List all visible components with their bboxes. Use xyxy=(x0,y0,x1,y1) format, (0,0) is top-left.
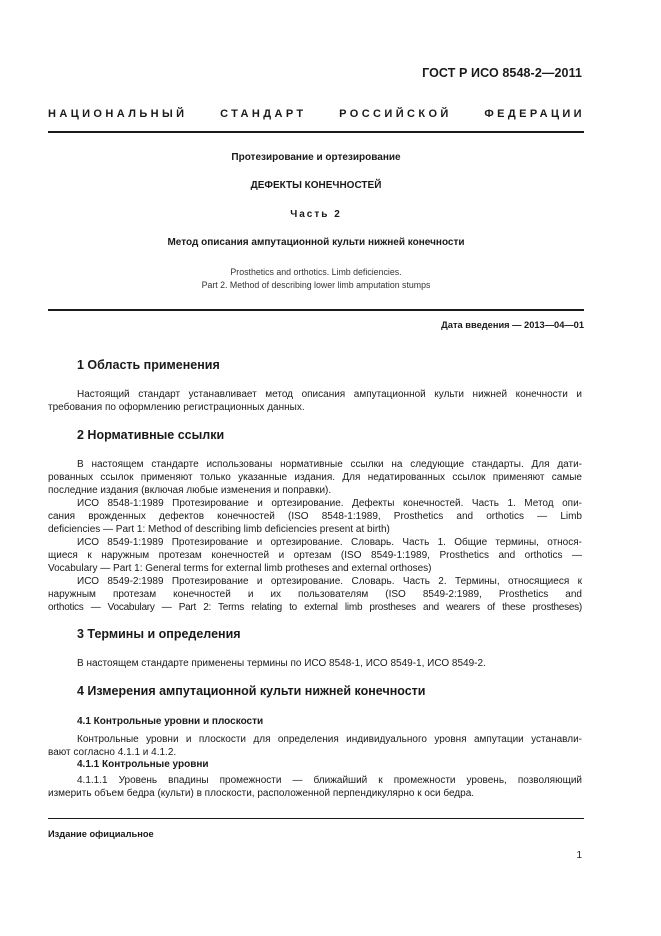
section-2-paragraph-1: В настоящем стандарте использованы нормативные ссылки на следующие стандарты. Для дати- рованных ссылок применяют только указанные издания. Для недатированных ссылок применяют самые последние издания (включая любые изменения и поправки). xyxy=(48,459,582,497)
english-title-line-2: Part 2. Method of describing lower limb amputation stumps xyxy=(201,280,431,290)
subsection-4-1-1-heading: 4.1.1 Контрольные уровни xyxy=(77,759,209,770)
page-number: 1 xyxy=(576,850,582,861)
section-2-reference-iso-8549-2: ИСО 8549-2:1989 Протезирование и ортезирование. Словарь. Часть 2. Термины, относящиеся к наружным протезам конечностей и их пользователям (ISO 8549-2:1989, Prosthetics and orthotics — Vocabulary — Part 2: Terms relating to external limb prostheses and wearers of these prostheses) xyxy=(48,576,582,614)
section-3-heading: 3 Термины и определения xyxy=(77,627,241,641)
section-1-heading: 1 Область применения xyxy=(77,358,220,372)
section-1-paragraph: Настоящий стандарт устанавливает метод описания ампутационной культи нижней конечности и требования по оформлению регистрационных данных. xyxy=(48,389,582,414)
subtitle: Метод описания ампутационной культи нижней конечности xyxy=(167,237,465,248)
section-2-reference-iso-8548-1: ИСО 8548-1:1989 Протезирование и ортезирование. Дефекты конечностей. Часть 1. Метод опи- сания врожденных дефектов конечностей (ISO 8548-1:1989, Prosthetics and orthotics — Limb deficiencies — Part 1: Method of describing limb deficiencies present at birth) xyxy=(48,498,582,536)
introduction-date: Дата введения — 2013—04—01 xyxy=(441,320,584,330)
part-label: Часть 2 xyxy=(290,209,342,220)
title-line-2: ДЕФЕКТЫ КОНЕЧНОСТЕЙ xyxy=(250,180,382,191)
english-title-line-1: Prosthetics and orthotics. Limb deficiencies. xyxy=(230,267,402,277)
section-3-paragraph: В настоящем стандарте применены термины по ИСО 8548-1, ИСО 8549-1, ИСО 8549-2. xyxy=(77,658,486,669)
section-2-reference-iso-8549-1: ИСО 8549-1:1989 Протезирование и ортезирование. Словарь. Часть 1. Общие термины, относя- щиеся к наружным протезам конечностей и ортезам (ISO 8549-1:1989, Prosthetics and orthotics — Vocabulary — Part 1: General terms for external limb protheses and external orthoses) xyxy=(48,537,582,575)
title-line-1: Протезирование и ортезирование xyxy=(231,152,401,163)
official-edition-label: Издание официальное xyxy=(48,829,154,839)
document-number: ГОСТ Р ИСО 8548-2—2011 xyxy=(422,66,582,80)
title-rule xyxy=(48,309,584,311)
section-4-heading: 4 Измерения ампутационной культи нижней конечности xyxy=(77,684,426,698)
section-2-heading: 2 Нормативные ссылки xyxy=(77,428,225,442)
footer-rule xyxy=(48,818,584,819)
clause-4-1-1-1-paragraph: 4.1.1.1 Уровень впадины промежности — ближайший к промежности уровень, позволяющий измерить объем бедра (культи) в плоскости, расположенной перпендикулярно к оси бедра. xyxy=(48,775,582,800)
header-rule xyxy=(48,131,584,133)
national-standard-banner: НАЦИОНАЛЬНЫЙ СТАНДАРТ РОССИЙСКОЙ ФЕДЕРАЦИИ xyxy=(48,108,585,120)
subsection-4-1-paragraph: Контрольные уровни и плоскости для определения индивидуального уровня ампутации устанавли- вают согласно 4.1.1 и 4.1.2. xyxy=(48,734,582,759)
subsection-4-1-heading: 4.1 Контрольные уровни и плоскости xyxy=(77,716,264,727)
